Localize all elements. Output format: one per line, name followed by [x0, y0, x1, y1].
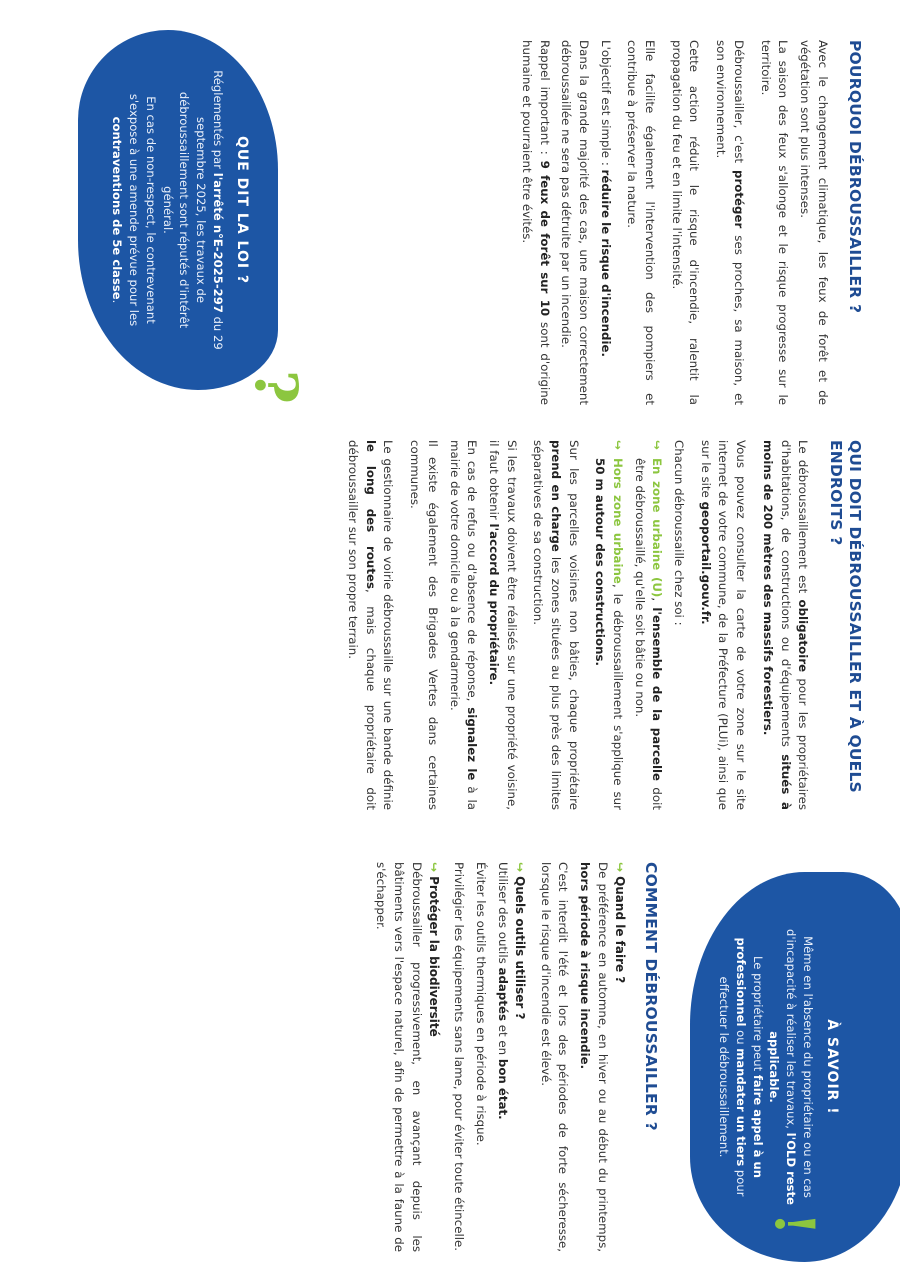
who-p6-b: signalez le [465, 707, 480, 781]
column-who [0, 440, 900, 810]
who-p8 [343, 440, 396, 810]
who-p5 [484, 440, 519, 810]
how-when-label: Quand le faire ? [612, 876, 627, 984]
how-tools-heading [513, 862, 527, 1252]
who-bullet-outside [591, 440, 626, 810]
how-tools-p1-c: et en [495, 1021, 510, 1059]
law-t5: contraventions de 5e classe [110, 116, 125, 300]
who-b1-c: l'ensemble de la parcelle [650, 607, 665, 782]
how-when-p1 [575, 862, 610, 1252]
how-bio-heading [427, 862, 441, 1252]
note-title: À SAVOIR ! [824, 1019, 840, 1115]
exclamation-mark-icon: ! [763, 1212, 827, 1236]
note-t7: pour effectuer le débroussaillement. [717, 976, 748, 1197]
note-t6: mandater un tiers [733, 1048, 748, 1167]
why-p3-b: protéger [731, 170, 746, 229]
who-p6 [445, 440, 480, 810]
law-box [78, 30, 278, 390]
how-tools-label: Quels outils utiliser ? [512, 876, 527, 1020]
who-p6-c: à la mairie de votre domicile ou à la gendarmerie. [447, 440, 480, 810]
law-t4: En cas de non-respect, le contrevenant s'expose à une amende prévue pour les [127, 93, 158, 327]
note-t4: faire appel à un professionnel [733, 937, 765, 1178]
why-p8-b: 9 feux de forêt sur 10 [537, 160, 552, 317]
who-p2-a: Vous pouvez consulter la carte de votre zone sur le site internet de votre commune, de la Préfecture (PLUi), ainsi que sur le site [698, 440, 749, 810]
how-when-heading [613, 862, 627, 1252]
curved-arrow-icon: ↪ [426, 862, 441, 873]
curved-arrow-icon: ↪ [650, 440, 665, 450]
note-text-1 [766, 917, 816, 1217]
who-p4 [529, 440, 582, 810]
how-tools-p1-b: adaptés [495, 967, 510, 1021]
who-p2-b: geoportail.gouv.fr. [698, 501, 713, 625]
how-title: COMMENT DÉBROUSSAILLER ? [642, 862, 660, 1131]
who-p1 [758, 440, 811, 810]
column-how [0, 852, 900, 1252]
who-p2 [696, 440, 749, 810]
who-b2-a: Hors zone urbaine [611, 458, 626, 584]
curved-arrow-icon: ↪ [611, 440, 626, 450]
who-p1-a: Le débroussaillement est [796, 440, 811, 600]
who-b1-d: doit être débroussaillé, qu'elle soit bâtie ou non. [632, 458, 665, 810]
why-p5: Elle facilite également l'intervention des pompiers et contribue à préserver la nature. [625, 40, 658, 405]
how-bio-p1: Débroussailler progressivement, en avançant depuis les bâtiments vers l'espace naturel, afin de permettre à la faune de s'échapper. [374, 862, 424, 1252]
why-p7: Dans la grande majorité des cas, une maison correctement débroussaillée ne sera pas détruite par un incendie. [559, 40, 592, 405]
who-p4-a: Sur les parcelles voisines non bâties, chaque propriétaire [566, 440, 581, 810]
note-t1: Même en l'absence du propriétaire ou en cas d'incapacité à réaliser les travaux, [784, 929, 815, 1198]
question-mark-icon: ? [242, 370, 310, 404]
who-title: QUI DOIT DÉBROUSSAILLER ET À QUELS ENDROITS ? [826, 440, 864, 793]
why-p3 [712, 40, 747, 405]
who-b2-c: 50 m autour des constructions. [593, 458, 608, 666]
why-p3-a: Débroussailler, c'est [731, 40, 746, 171]
who-b1-a: En zone urbaine (U) [650, 458, 665, 598]
why-p8-a: Rappel important : [537, 40, 552, 161]
how-tools-p2: Éviter les outils thermiques en période à risque. [474, 862, 489, 1146]
who-p8-a: Le gestionnaire de voirie débroussaille sur une bande définie [381, 440, 396, 810]
why-p4: Cette action réduit le risque d'incendie, ralentit la propagation du feu et en limite l'intensité. [669, 40, 702, 405]
who-p5-a: Si les travaux doivent être réalisés sur une propriété voisine, il faut obtenir [486, 440, 519, 810]
who-bullet-urban [630, 440, 665, 810]
law-t3: du 29 septembre 2025, les travaux de débroussaillement sont réputés d'intérêt général. [160, 91, 225, 350]
how-tools-p1 [493, 862, 511, 1252]
how-when-p1-b: hors période à risque incendie. [577, 862, 592, 1070]
note-t2: l'OLD reste applicable. [767, 1031, 799, 1205]
who-p8-c: , mais chaque propriétaire doit débroussailler sur son propre terrain. [346, 440, 378, 810]
law-title: QUE DIT LA LOI ? [234, 135, 250, 285]
how-tools-p1-d: bon état. [495, 1058, 510, 1120]
column-why [0, 40, 900, 405]
law-t1: Réglementés par [211, 70, 225, 173]
who-p1-c: pour les propriétaires d'habitations, de constructions ou d'équipements [778, 440, 811, 810]
law-t6: . [110, 299, 125, 304]
why-p3-c: ses proches, sa maison, et son environnement. [714, 40, 746, 406]
who-p6-a: En cas de refus ou d'absence de réponse, [465, 440, 480, 708]
note-box [690, 872, 900, 1262]
who-b2-b: , le débroussaillement s'applique sur [611, 583, 626, 810]
note-t5: ou [733, 1026, 748, 1049]
law-text-2 [108, 70, 158, 350]
how-when-p2: C'est interdit l'été et lors des périodes de forte sécheresse, lorsque le risque d'incendie est élevé. [538, 862, 571, 1252]
how-tools-p1-a: Utiliser des outils [495, 862, 510, 968]
note-text-2 [715, 917, 765, 1217]
curved-arrow-icon: ↪ [512, 862, 527, 873]
why-p1: Avec le changement climatique, les feux de forêt et de végétation sont plus intenses. [797, 40, 830, 405]
who-p1-d: situés à moins de 200 mètres des massifs forestiers. [760, 440, 793, 810]
who-p7: Il existe également des Brigades Vertes dans certaines communes. [408, 440, 440, 810]
why-p6 [596, 40, 614, 405]
who-b1-b: , [650, 597, 665, 608]
who-p3: Chacun débroussaille chez soi : [672, 440, 687, 626]
curved-arrow-icon: ↪ [612, 862, 627, 873]
why-p6-b: réduire le risque d'incendie. [598, 169, 613, 358]
how-content [363, 862, 660, 1252]
note-t3: Le propriétaire peut [750, 956, 765, 1075]
why-p8 [517, 40, 552, 405]
law-t2: l'arrêté n°E-2025-297 [211, 172, 225, 313]
law-text-1 [159, 70, 226, 350]
who-p1-b: obligatoire [796, 599, 811, 673]
who-p4-c: les zones situées au plus près des limites séparatives de sa construction. [531, 440, 563, 810]
how-tools-p3: Privilégier les équipements sans lame, pour éviter toute étincelle. [452, 862, 467, 1252]
how-bio-label: Protéger la biodiversité [426, 876, 441, 1037]
who-p8-b: le long des routes [363, 440, 378, 589]
how-when-p1-a: De préférence en automne, en hiver ou au début du printemps, [595, 862, 610, 1252]
why-title: POURQUOI DÉBROUSSAILLER ? [846, 40, 864, 314]
who-p4-b: prend en charge [549, 440, 563, 552]
why-p2: La saison des feux s'allonge et le risque progresse sur le territoire. [758, 40, 791, 405]
who-p5-b: l'accord du propriétaire. [486, 523, 501, 686]
why-p6-a: L'objectif est simple : [598, 40, 613, 170]
why-p8-c: sont d'origine humaine et pourraient être évités. [520, 40, 552, 405]
